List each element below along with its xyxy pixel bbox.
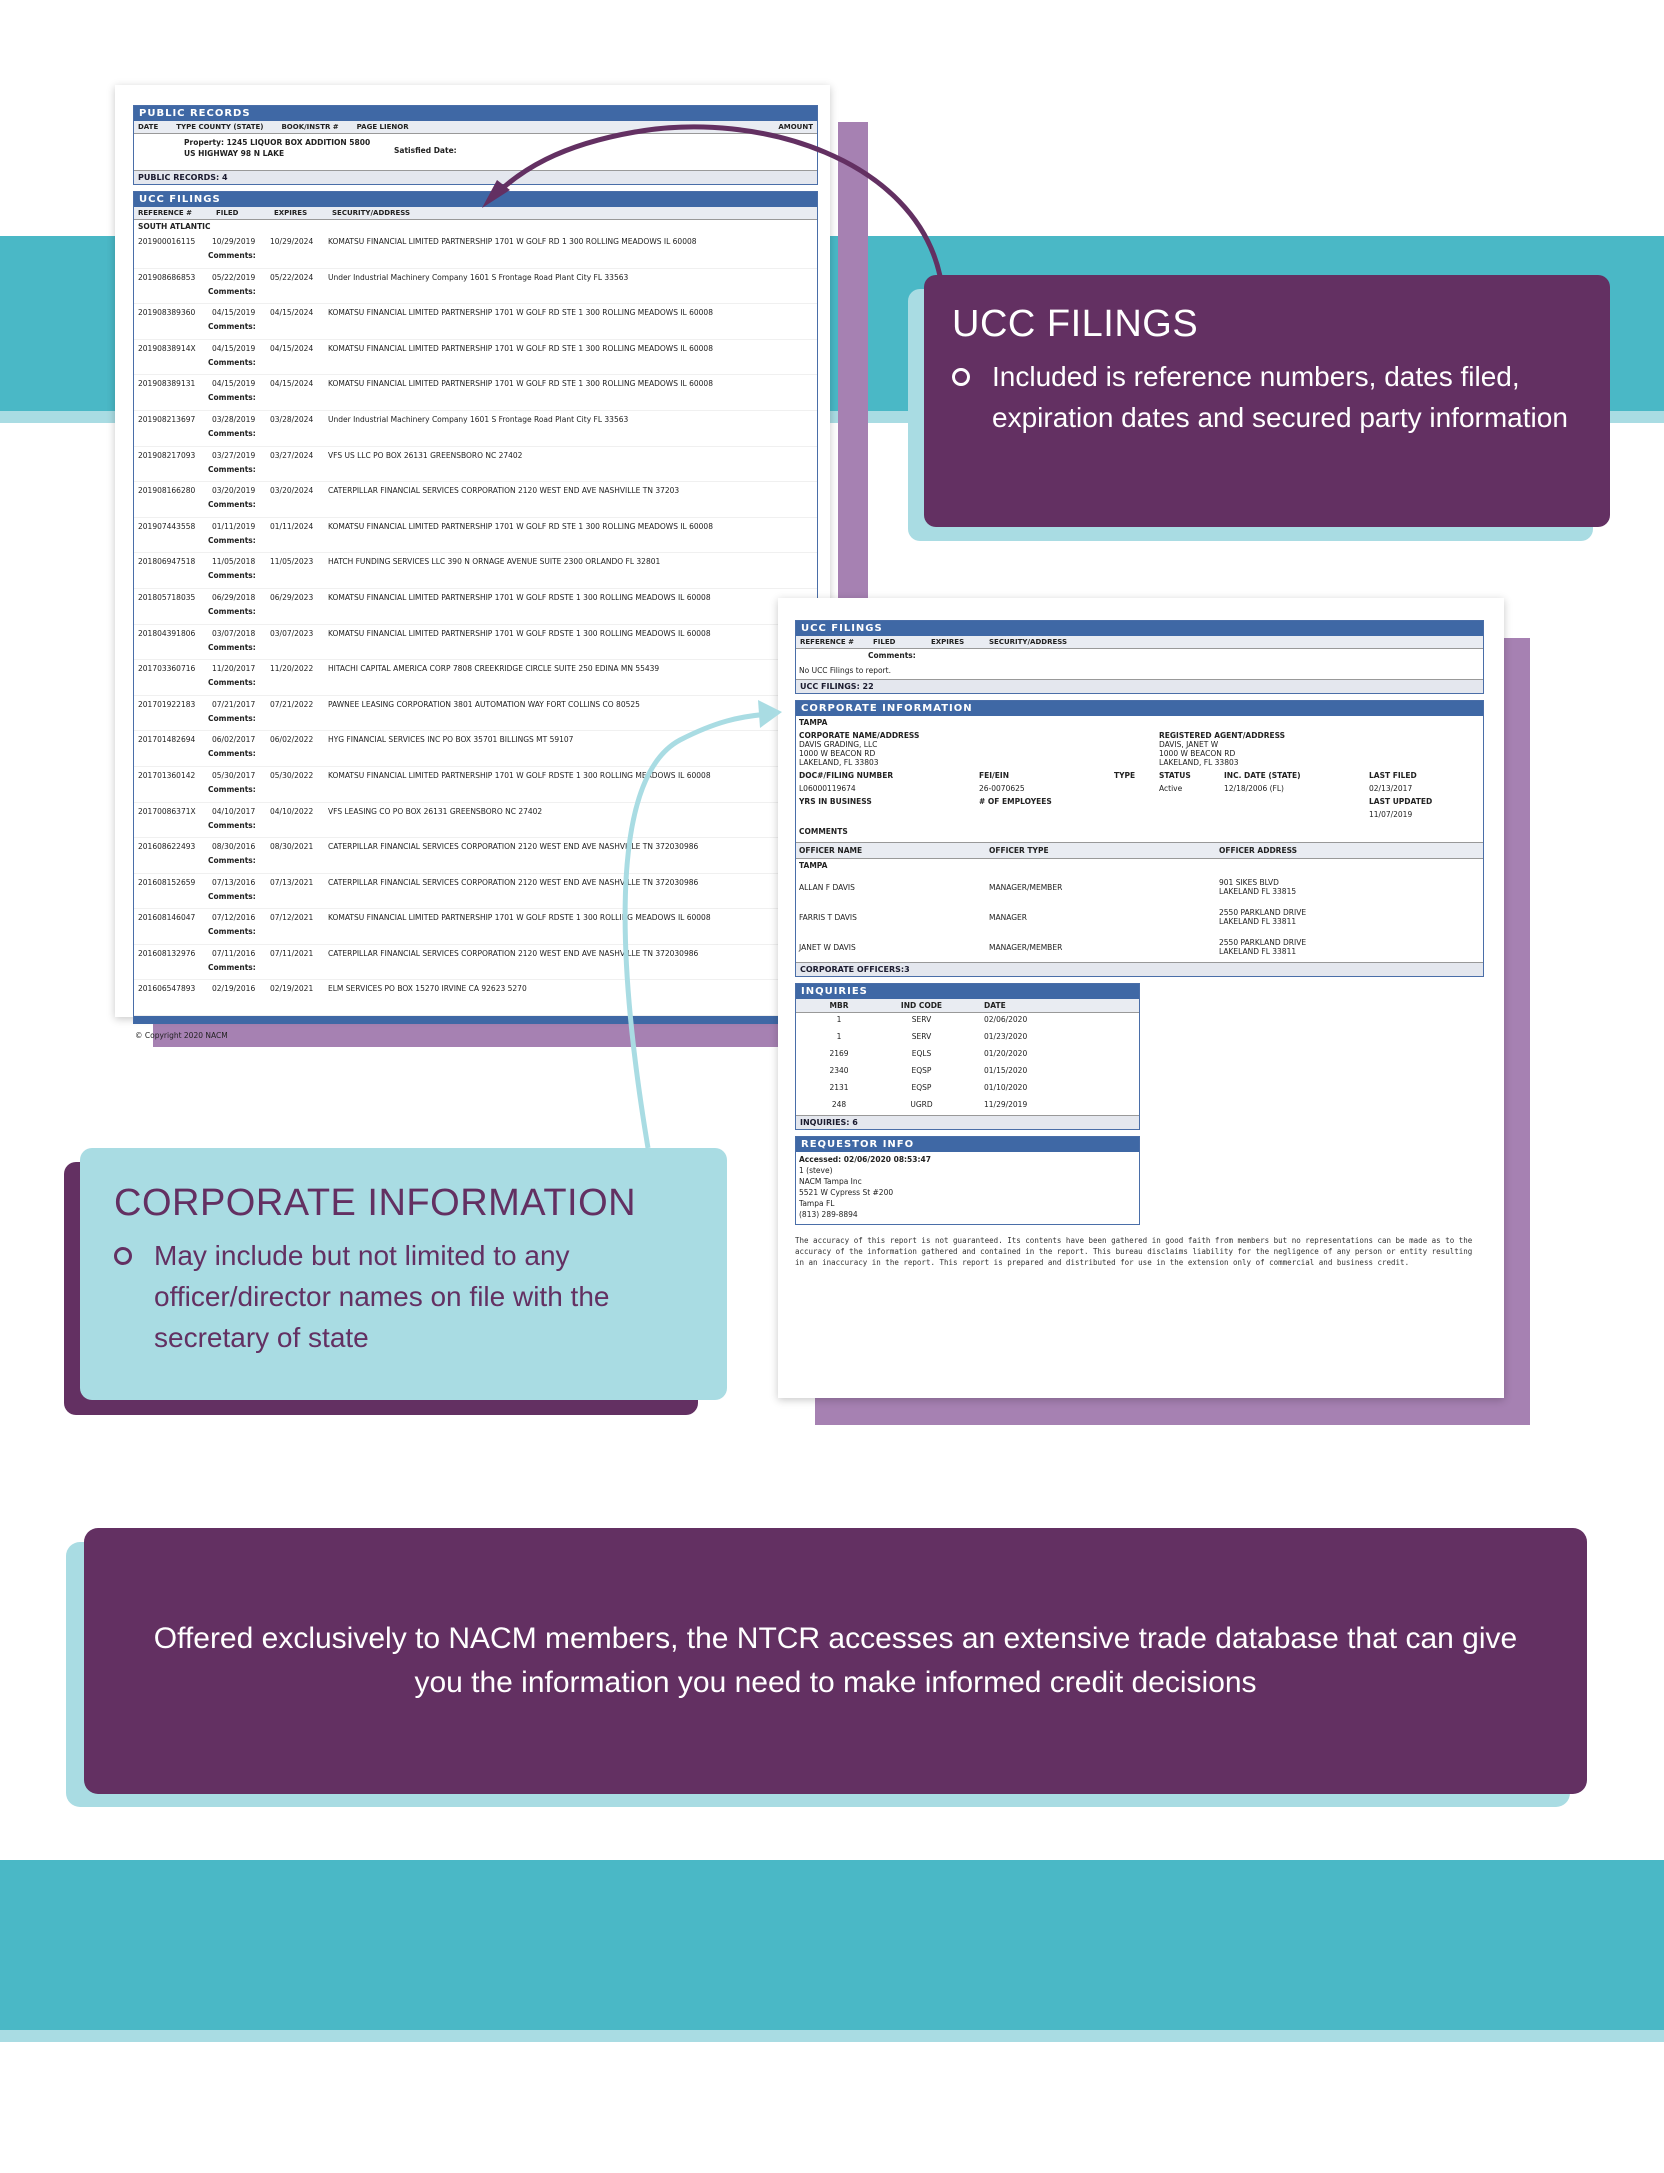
ucc-reference: 201701360142	[138, 770, 196, 780]
requestor-line: 5521 W Cypress St #200	[799, 1188, 894, 1197]
column-header: EXPIRES	[274, 209, 308, 217]
ucc-filed-date: 01/11/2019	[212, 521, 256, 531]
officer-type: MANAGER/MEMBER	[989, 942, 1063, 952]
ucc-comments-label: Comments:	[208, 535, 256, 545]
ucc-comments-label: Comments:	[208, 571, 256, 581]
ucc-comments-label: Comments:	[208, 357, 256, 367]
inquiry-code: SERV	[911, 1015, 932, 1024]
property-text: Property: 1245 LIQUOR BOX ADDITION 5800 US HIGHWAY 98 N LAKE	[184, 138, 371, 158]
last-updated-label: LAST UPDATED	[1369, 797, 1433, 806]
column-header: REFERENCE #	[138, 209, 192, 217]
ucc-expires-date: 07/12/2021	[270, 913, 314, 923]
agent-line: 1000 W BEACON RD	[1159, 749, 1236, 758]
ucc-filed-date: 03/27/2019	[212, 450, 256, 460]
requestor-line: 1 (steve)	[799, 1166, 833, 1175]
ucc-expires-date: 05/22/2024	[270, 272, 314, 282]
ucc-secured-party: KOMATSU FINANCIAL LIMITED PARTNERSHIP 1701 W GOLF RDSTE 1 300 ROLLING MEADOWS IL 60008	[328, 770, 711, 780]
inquiry-date: 02/06/2020	[984, 1015, 1028, 1024]
detail-value: 26-0070625	[979, 784, 1025, 793]
ucc-filed-date: 08/30/2016	[212, 842, 256, 852]
ucc-expires-date: 04/15/2024	[270, 379, 314, 389]
ucc-reference: 201908166280	[138, 486, 196, 496]
ucc-comments-label: Comments:	[208, 286, 256, 296]
officer-address-line: LAKELAND FL 33811	[1219, 947, 1297, 956]
officer-address-line: 2550 PARKLAND DRIVE	[1219, 908, 1307, 917]
ucc-expires-date: 06/29/2023	[270, 592, 314, 602]
ucc-reference: 201806947518	[138, 557, 196, 567]
ucc-filed-date: 07/12/2016	[212, 913, 256, 923]
ucc-comments-label: Comments:	[208, 856, 256, 866]
ucc-expires-date: 03/27/2024	[270, 450, 314, 460]
yrs-in-business-label: YRS IN BUSINESS	[799, 797, 872, 806]
corporate-information-callout	[80, 1148, 727, 1400]
ucc-reference: 201608622493	[138, 842, 196, 852]
ucc-secured-party: VFS US LLC PO BOX 26131 GREENSBORO NC 27402	[328, 450, 523, 460]
inquiry-code: SERV	[911, 1032, 932, 1041]
officer-type: MANAGER/MEMBER	[989, 882, 1063, 892]
column-header: DATE	[984, 1001, 1006, 1010]
ucc-reference: 201608146047	[138, 913, 196, 923]
officer-address-line: LAKELAND FL 33815	[1219, 887, 1297, 896]
ucc-reference: 201606547893	[138, 984, 196, 994]
ucc-comments-label: Comments:	[208, 428, 256, 438]
ucc-secured-party: KOMATSU FINANCIAL LIMITED PARTNERSHIP 1701 W GOLF RD STE 1 300 ROLLING MEADOWS IL 60008	[328, 379, 713, 389]
officers-total: CORPORATE OFFICERS:3	[796, 962, 1483, 976]
corporate-information-header: CORPORATE INFORMATION	[796, 701, 1483, 716]
ucc-filed-date: 04/15/2019	[212, 379, 256, 389]
ucc-comments-label: Comments:	[208, 749, 256, 759]
detail-value: 02/13/2017	[1369, 784, 1413, 793]
inquiries-header: INQUIRIES	[796, 984, 1139, 999]
public-records-header: PUBLIC RECORDS	[134, 106, 817, 121]
column-header: SECURITY/ADDRESS	[989, 638, 1068, 646]
ucc-secured-party: HYG FINANCIAL SERVICES INC PO BOX 35701 BILLINGS MT 59107	[328, 735, 574, 745]
ucc-expires-date: 02/19/2021	[270, 984, 314, 994]
inquiry-member: 1	[836, 1015, 842, 1024]
ucc-expires-date: 03/07/2023	[270, 628, 314, 638]
ucc-reference: 201900016115	[138, 237, 196, 246]
column-header: REFERENCE #	[800, 638, 854, 646]
requestor-info-header: REQUESTOR INFO	[796, 1137, 1139, 1152]
copyright-text: © Copyright 2020 NACM	[135, 1031, 228, 1041]
detail-value: L06000119674	[799, 784, 856, 793]
corp-name-line: DAVIS GRADING, LLC	[799, 740, 878, 749]
ucc-filed-date: 03/28/2019	[212, 414, 256, 424]
ucc-reference: 201908389131	[138, 379, 196, 389]
comments-heading: COMMENTS	[796, 821, 1483, 843]
ucc-filings-header: UCC FILINGS	[134, 192, 817, 207]
inquiry-code: EQSP	[911, 1083, 932, 1092]
ucc-filed-date: 05/30/2017	[212, 770, 256, 780]
ucc-reference: 20170086371X	[138, 806, 196, 816]
ucc-secured-party: CATERPILLAR FINANCIAL SERVICES CORPORATION 2120 WEST END AVE NASHVILLE TN 37203	[328, 486, 680, 496]
ucc-filed-date: 02/19/2016	[212, 984, 256, 994]
officer-name: FARRIS T DAVIS	[799, 912, 857, 922]
ucc-filed-date: 03/07/2018	[212, 628, 256, 638]
ucc-comments-label: Comments:	[208, 464, 256, 474]
ucc-secured-party: PAWNEE LEASING CORPORATION 3801 AUTOMATION WAY FORT COLLINS CO 80525	[328, 699, 640, 709]
column-header: AMOUNT	[778, 123, 813, 131]
column-header: OFFICER TYPE	[989, 846, 1049, 855]
corp-callout-text: May include but not limited to any officer/director names on file with the secretary of state	[154, 1240, 610, 1353]
ucc-expires-date: 03/20/2024	[270, 486, 314, 496]
ucc-secured-party: VFS LEASING CO PO BOX 26131 GREENSBORO NC 27402	[328, 806, 543, 816]
ucc-secured-party: KOMATSU FINANCIAL LIMITED PARTNERSHIP 1701 W GOLF RD STE 1 300 ROLLING MEADOWS IL 60008	[328, 343, 713, 353]
corp-name-line: LAKELAND, FL 33803	[799, 758, 879, 767]
officer-name: JANET W DAVIS	[799, 942, 856, 952]
ucc-expires-date: 11/20/2022	[270, 664, 314, 674]
inquiry-date: 11/29/2019	[984, 1100, 1028, 1109]
column-header: EXPIRES	[931, 638, 965, 646]
ucc-expires-date: 04/10/2022	[270, 806, 314, 816]
ucc-filings-callout	[924, 275, 1610, 527]
column-header: FILED	[216, 209, 239, 217]
ucc-secured-party: KOMATSU FINANCIAL LIMITED PARTNERSHIP 1701 W GOLF RDSTE 1 300 ROLLING MEADOWS IL 60008	[328, 628, 711, 638]
ucc-expires-date: 04/15/2024	[270, 343, 314, 353]
ucc-comments-label: Comments:	[208, 891, 256, 901]
inquiry-member: 2340	[829, 1066, 849, 1075]
column-header: TYPE COUNTY (STATE)	[176, 123, 264, 131]
ucc-filed-date: 05/22/2019	[212, 272, 256, 282]
column-header: FILED	[873, 638, 896, 646]
ucc-comments-label: Comments:	[208, 251, 256, 260]
ucc-reference: 201907443558	[138, 521, 196, 531]
detail-label: INC. DATE (STATE)	[1224, 771, 1301, 780]
ucc-filed-date: 03/20/2019	[212, 486, 256, 496]
ucc-reference: 201908217093	[138, 450, 196, 460]
ucc-filed-date: 11/20/2017	[212, 664, 256, 674]
ucc-filed-date: 07/13/2016	[212, 877, 256, 887]
column-header: IND CODE	[900, 1001, 943, 1010]
ucc-expires-date: 10/29/2024	[270, 237, 314, 246]
ucc-comments-label: Comments:	[208, 927, 256, 937]
column-header: BOOK/INSTR #	[281, 123, 339, 131]
inquiries-total: INQUIRIES: 6	[796, 1115, 1139, 1129]
ucc-secured-party: Under Industrial Machinery Company 1601 S Frontage Road Plant City FL 33563	[328, 414, 629, 424]
ucc-comments-label: Comments:	[208, 642, 256, 652]
ucc-comments-label: Comments:	[208, 500, 256, 510]
ucc-callout-text: Included is reference numbers, dates filed, expiration dates and secured party information	[992, 361, 1568, 433]
bullet-circle-icon	[114, 1247, 132, 1265]
ucc-secured-party: KOMATSU FINANCIAL LIMITED PARTNERSHIP 1701 W GOLF RDSTE 1 300 ROLLING MEADOWS IL 60008	[328, 913, 711, 923]
column-header: OFFICER ADDRESS	[1219, 846, 1298, 855]
ucc-comments-label: Comments:	[208, 784, 256, 794]
detail-value: 12/18/2006 (FL)	[1224, 784, 1284, 793]
officer-city: TAMPA	[799, 861, 828, 870]
ucc-secured-party: ELM SERVICES PO BOX 15270 IRVINE CA 92623 5270	[328, 984, 527, 994]
ucc-expires-date: 03/28/2024	[270, 414, 314, 424]
column-header: PAGE LIENOR	[356, 123, 409, 131]
ucc-expires-date: 08/30/2021	[270, 842, 314, 852]
employees-label: # OF EMPLOYEES	[979, 797, 1052, 806]
inquiry-member: 2131	[829, 1083, 849, 1092]
public-records-total: PUBLIC RECORDS: 4	[134, 170, 817, 184]
ucc-expires-date: 07/13/2021	[270, 877, 314, 887]
ucc-comments-label: Comments:	[208, 962, 256, 972]
agent-line: DAVIS, JANET W	[1159, 740, 1219, 749]
ucc-filed-date: 04/15/2019	[212, 308, 256, 318]
inquiry-code: UGRD	[910, 1100, 933, 1109]
detail-label: LAST FILED	[1369, 771, 1417, 780]
ucc-secured-party: Under Industrial Machinery Company 1601 S Frontage Road Plant City FL 33563	[328, 272, 629, 282]
ucc-filed-date: 11/05/2018	[212, 557, 256, 567]
ucc-filed-date: 06/02/2017	[212, 735, 256, 745]
ucc-reference: 201608152659	[138, 877, 196, 887]
agent-line: LAKELAND, FL 33803	[1159, 758, 1239, 767]
detail-label: TYPE	[1114, 771, 1136, 780]
ucc-filed-date: 04/10/2017	[212, 806, 256, 816]
inquiry-member: 2169	[829, 1049, 849, 1058]
inquiry-date: 01/10/2020	[984, 1083, 1028, 1092]
arrow-to-ucc-filings	[492, 127, 940, 276]
ucc-comments-label: Comments:	[208, 393, 256, 403]
officer-address-line: 2550 PARKLAND DRIVE	[1219, 938, 1307, 947]
inquiry-member: 248	[831, 1100, 847, 1109]
ucc-secured-party: CATERPILLAR FINANCIAL SERVICES CORPORATION 2120 WEST END AVE NASHVILLE TN 372030986	[328, 842, 699, 852]
ucc-comments-label: Comments:	[208, 678, 256, 688]
arrow-head-teal	[758, 700, 782, 728]
ucc-reference: 201701482694	[138, 735, 196, 745]
ucc-filed-date: 10/29/2019	[212, 237, 256, 246]
ucc-reference: 20190838914X	[138, 343, 196, 353]
officer-type: MANAGER	[989, 912, 1027, 922]
ucc-secured-party: CATERPILLAR FINANCIAL SERVICES CORPORATION 2120 WEST END AVE NASHVILLE TN 372030986	[328, 877, 699, 887]
comments-label: Comments:	[868, 651, 916, 660]
satisfied-date-label: Satisfied Date:	[394, 146, 457, 155]
inquiry-member: 1	[836, 1032, 842, 1041]
disclaimer-text: The accuracy of this report is not guaranteed. Its contents have been gathered in good faith from members but no representations can be made as to the accuracy of the information gathered and contained in the report. This bureau disclaims liability for the negligence of any person or entity resulting in an inaccuracy in the report. This report is prepared and distributed for use in the extension only of commercial and business credit.	[795, 1236, 1473, 1267]
inquiry-code: EQLS	[911, 1049, 932, 1058]
ucc-total: UCC FILINGS: 22	[796, 679, 1483, 693]
agent-label: REGISTERED AGENT/ADDRESS	[1159, 731, 1286, 740]
ucc-reference: 201805718035	[138, 592, 196, 602]
ucc-comments-label: Comments:	[208, 713, 256, 723]
corp-name-line: 1000 W BEACON RD	[799, 749, 876, 758]
ucc-summary-header: UCC FILINGS	[796, 621, 1483, 636]
corp-city: TAMPA	[799, 718, 828, 727]
inquiry-code: EQSP	[911, 1066, 932, 1075]
inquiry-date: 01/20/2020	[984, 1049, 1028, 1058]
ucc-reference: 201701922183	[138, 699, 196, 709]
ucc-expires-date: 07/21/2022	[270, 699, 314, 709]
ucc-secured-party: KOMATSU FINANCIAL LIMITED PARTNERSHIP 1701 W GOLF RD 1 300 ROLLING MEADOWS IL 60008	[328, 237, 697, 246]
ucc-secured-party: HITACHI CAPITAL AMERICA CORP 7808 CREEKRIDGE CIRCLE SUITE 250 EDINA MN 55439	[328, 664, 660, 674]
detail-label: FEI/EIN	[979, 771, 1009, 780]
ucc-reference: 201703360716	[138, 664, 196, 674]
inquiry-date: 01/15/2020	[984, 1066, 1028, 1075]
corp-name-label: CORPORATE NAME/ADDRESS	[799, 731, 920, 740]
column-header: MBR	[829, 1001, 849, 1010]
detail-label: STATUS	[1159, 771, 1191, 780]
column-header: SECURITY/ADDRESS	[332, 209, 411, 217]
ucc-callout-bullet	[952, 356, 1580, 438]
ucc-callout-title: UCC FILINGS	[952, 303, 1199, 345]
bullet-circle-icon	[952, 368, 970, 386]
ucc-expires-date: 01/11/2024	[270, 521, 314, 531]
requestor-line: (813) 289-8894	[799, 1210, 858, 1219]
ucc-secured-party: KOMATSU FINANCIAL LIMITED PARTNERSHIP 1701 W GOLF RD STE 1 300 ROLLING MEADOWS IL 60008	[328, 521, 713, 531]
detail-label: DOC#/FILING NUMBER	[799, 771, 894, 780]
ucc-filed-date: 06/29/2018	[212, 592, 256, 602]
no-ucc-text: No UCC Filings to report.	[799, 666, 891, 675]
banner-text: Offered exclusively to NACM members, the NTCR accesses an extensive trade database that can give you the information you need to make informed credit decisions	[153, 1622, 1518, 1699]
ucc-expires-date: 07/11/2021	[270, 948, 314, 958]
ucc-expires-date: 05/30/2022	[270, 770, 314, 780]
ucc-secured-party: KOMATSU FINANCIAL LIMITED PARTNERSHIP 1701 W GOLF RD STE 1 300 ROLLING MEADOWS IL 60008	[328, 308, 713, 318]
requestor-line: Accessed: 02/06/2020 08:53:47	[799, 1155, 931, 1164]
inquiry-date: 01/23/2020	[984, 1032, 1028, 1041]
column-header: OFFICER NAME	[799, 846, 863, 855]
ucc-secured-party: KOMATSU FINANCIAL LIMITED PARTNERSHIP 1701 W GOLF RDSTE 1 300 ROLLING MEADOWS IL 60008	[328, 592, 711, 602]
ucc-filed-date: 04/15/2019	[212, 343, 256, 353]
ucc-expires-date: 04/15/2024	[270, 308, 314, 318]
ucc-region: SOUTH ATLANTIC	[138, 222, 211, 231]
ucc-comments-label: Comments:	[208, 820, 256, 830]
ucc-reference: 201908389360	[138, 308, 196, 318]
ucc-filed-date: 07/21/2017	[212, 699, 256, 709]
ucc-secured-party: CATERPILLAR FINANCIAL SERVICES CORPORATION 2120 WEST END AVE NASHVILLE TN 372030986	[328, 948, 699, 958]
ucc-expires-date: 06/02/2022	[270, 735, 314, 745]
last-updated-value: 11/07/2019	[1369, 810, 1413, 819]
member-banner	[84, 1528, 1587, 1794]
detail-value: Active	[1159, 784, 1183, 793]
officer-address-line: LAKELAND FL 33811	[1219, 917, 1297, 926]
officer-address-line: 901 SIKES BLVD	[1219, 878, 1279, 887]
ucc-reference: 201608132976	[138, 948, 196, 958]
ucc-reference: 201908213697	[138, 414, 196, 424]
arrow-to-corporate-info	[625, 714, 770, 1148]
requestor-line: Tampa FL	[799, 1199, 835, 1208]
ucc-comments-label: Comments:	[208, 322, 256, 332]
ucc-reference: 201908686853	[138, 272, 196, 282]
ucc-comments-label: Comments:	[208, 606, 256, 616]
column-header: DATE	[138, 123, 159, 131]
ucc-reference: 201804391806	[138, 628, 196, 638]
ucc-filed-date: 07/11/2016	[212, 948, 256, 958]
corp-callout-title: CORPORATE INFORMATION	[114, 1182, 637, 1224]
corp-callout-bullet	[114, 1235, 687, 1358]
officer-name: ALLAN F DAVIS	[799, 882, 855, 892]
ucc-expires-date: 11/05/2023	[270, 557, 314, 567]
ucc-secured-party: HATCH FUNDING SERVICES LLC 390 N ORNAGE AVENUE SUITE 2300 ORLANDO FL 32801	[328, 557, 661, 567]
requestor-line: NACM Tampa Inc	[799, 1177, 862, 1186]
